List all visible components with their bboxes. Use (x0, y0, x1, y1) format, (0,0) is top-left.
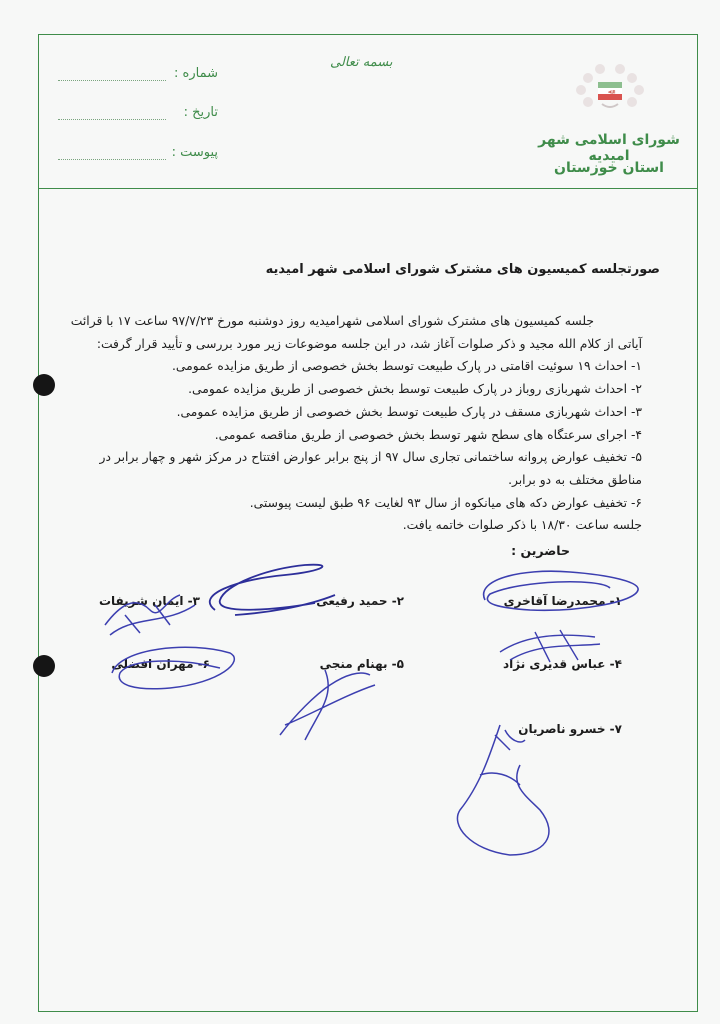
agenda-item: ۶- تخفیف عوارض دکه های میانکوه از سال ۹۳ لغایت ۹۶ طبق لیست پیوستی. (249, 495, 642, 510)
province-name: استان خوزستان (554, 160, 664, 176)
date-field (58, 105, 218, 125)
organization-name: شورای اسلامی شهر امیدیه (538, 132, 680, 164)
attachment-label: پیوست : (171, 145, 218, 160)
attachment-dotted-line (58, 159, 166, 160)
iran-flag-emblem-icon (575, 60, 645, 116)
header-divider (38, 188, 698, 189)
attendee-name: ۲- حمید رفیعی (316, 594, 404, 608)
intro-line: آیاتی از کلام الله مجید و ذکر صلوات آغاز شد، در این جلسه موضوعات زیر مورد بررسی و تأیید قرار گرفت: (96, 336, 642, 351)
agenda-item: ۱- احداث ۱۹ سوئیت اقامتی در پارک طبیعت توسط بخش خصوصی از طریق مزایده عمومی. (171, 359, 642, 374)
attendee-name: ۵- بهنام منجی (319, 657, 404, 671)
attachment-field (58, 145, 218, 165)
date-dotted-line (58, 119, 166, 120)
number-dotted-line (58, 80, 166, 81)
agenda-item-continuation: مناطق مختلف به دو برابر. (508, 472, 642, 487)
document-title: صورتجلسه کمیسیون های مشترک شورای اسلامی شهر امیدیه (265, 262, 660, 277)
attendee-name: ۱- محمدرضا آقاخری (503, 594, 622, 608)
attendees-heading: حاضرین : (511, 543, 570, 558)
attendee-name: ۷- خسرو ناصریان (518, 722, 622, 736)
agenda-item: ۵- تخفیف عوارض پروانه ساختمانی تجاری سال ۹۷ از پنج برابر عوارض افتتاح در مرکز شهر و چهار برابر در (99, 450, 642, 465)
svg-text:ﷲ: ﷲ (608, 88, 612, 96)
agenda-item: ۳- احداث شهربازی مسقف در پارک طبیعت توسط بخش خصوصی از طریق مزایده عمومی. (176, 404, 642, 419)
minutes-body (42, 310, 642, 537)
attendee-name: ۴- عباس قدیری نژاد (502, 657, 622, 671)
binder-hole (33, 655, 55, 677)
date-label: تاریخ : (183, 105, 218, 120)
bismillah-heading: بسمه تعالی (330, 55, 393, 70)
number-field (58, 66, 218, 86)
number-label: شماره : (174, 66, 218, 81)
attendee-name: ۶- مهران افضلی (111, 657, 210, 671)
agenda-item: ۲- احداث شهربازی روباز در پارک طبیعت توسط بخش خصوصی از طریق مزایده عمومی. (188, 382, 642, 397)
agenda-item: ۴- اجرای سرعتگاه های سطح شهر توسط بخش خصوصی از طریق مناقصه عمومی. (214, 427, 642, 442)
closing-line: جلسه ساعت ۱۸/۳۰ با ذکر صلوات خاتمه یافت. (402, 518, 642, 533)
attendee-name: ۳- ایمان شریفات (98, 594, 200, 608)
intro-line: جلسه کمیسیون های مشترک شورای اسلامی شهرامیدیه روز دوشنبه مورخ ۹۷/۷/۲۳ ساعت ۱۷ با قرائت (70, 314, 594, 328)
